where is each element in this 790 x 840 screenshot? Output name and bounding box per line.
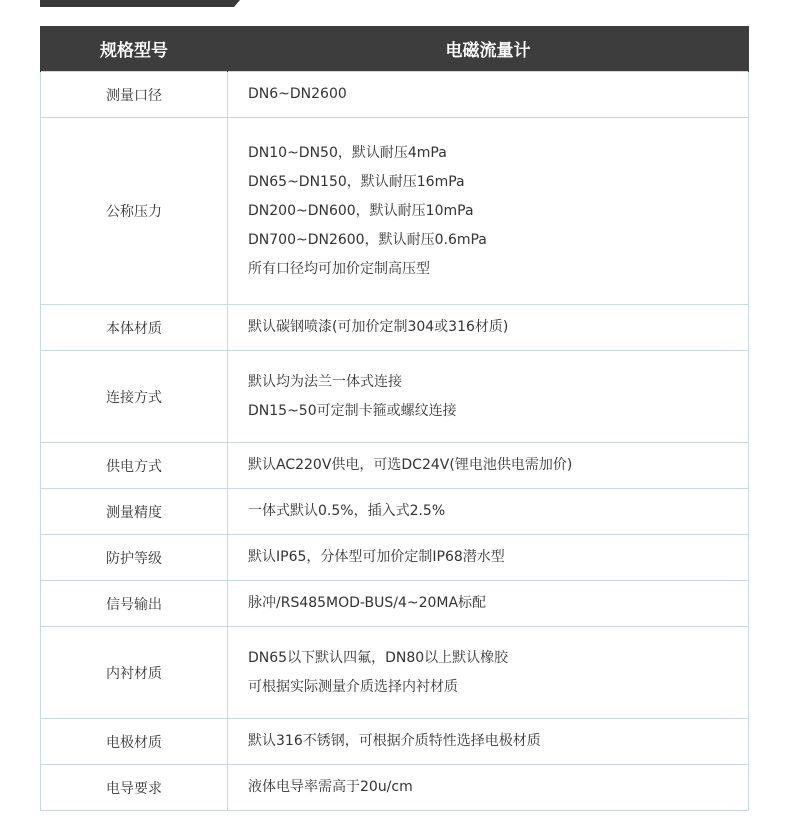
value-line: DN200~DN600，默认耐压10mPa [248, 202, 474, 219]
table-row [41, 765, 749, 811]
row-label: 供电方式 [41, 443, 228, 489]
value-line: 默认均为法兰一体式连接 [248, 373, 402, 390]
row-label: 测量精度 [41, 489, 228, 535]
value-line: 一体式默认0.5%，插入式2.5% [248, 503, 446, 519]
row-label: 防护等级 [41, 535, 228, 581]
table-row [41, 72, 749, 118]
table-row [41, 719, 749, 765]
row-label: 信号输出 [41, 581, 228, 627]
value-line: DN15~50可定制卡箍或螺纹连接 [248, 402, 457, 419]
table-row [41, 489, 749, 535]
value-line: DN65~DN150，默认耐压16mPa [248, 173, 465, 190]
row-value [228, 581, 749, 627]
row-label: 本体材质 [41, 305, 228, 351]
row-value [228, 627, 749, 719]
value-line: 默认AC220V供电，可选DC24V(锂电池供电需加价) [248, 457, 573, 473]
table-row [41, 443, 749, 489]
value-line: 可根据实际测量介质选择内衬材质 [248, 678, 458, 695]
row-value [228, 719, 749, 765]
row-value [228, 305, 749, 351]
table-row [41, 581, 749, 627]
row-label: 连接方式 [41, 351, 228, 443]
row-value [228, 118, 749, 305]
value-line: DN10~DN50，默认耐压4mPa [248, 144, 447, 161]
top-tab-decoration [40, 0, 240, 7]
row-label: 电导要求 [41, 765, 228, 811]
row-label: 测量口径 [41, 72, 228, 118]
table-row [41, 351, 749, 443]
table-row [41, 118, 749, 305]
spec-table [40, 26, 749, 811]
value-line: 默认316不锈钢，可根据介质特性选择电极材质 [248, 733, 541, 749]
table-row [41, 627, 749, 719]
value-line: 脉冲/RS485MOD-BUS/4~20MA标配 [248, 595, 487, 611]
table-row [41, 535, 749, 581]
value-line: 默认碳钢喷漆(可加价定制304或316材质) [248, 319, 509, 335]
row-label: 内衬材质 [41, 627, 228, 719]
value-line: DN700~DN2600，默认耐压0.6mPa [248, 231, 487, 248]
row-value [228, 351, 749, 443]
value-line: 液体电导率需高于20u/cm [248, 779, 413, 795]
row-label: 公称压力 [41, 118, 228, 305]
row-value [228, 489, 749, 535]
row-value [228, 443, 749, 489]
header-product-name: 电磁流量计 [228, 26, 749, 72]
value-line: DN65以下默认四氟，DN80以上默认橡胶 [248, 649, 509, 666]
table-row [41, 305, 749, 351]
row-value [228, 535, 749, 581]
row-value [228, 72, 749, 118]
row-value [228, 765, 749, 811]
table-header-row [41, 26, 749, 72]
row-label: 电极材质 [41, 719, 228, 765]
header-model-spec: 规格型号 [41, 26, 228, 72]
value-line: 默认IP65，分体型可加价定制IP68潜水型 [248, 549, 505, 565]
value-line: 所有口径均可加价定制高压型 [248, 260, 430, 277]
value-line: DN6~DN2600 [248, 86, 347, 102]
